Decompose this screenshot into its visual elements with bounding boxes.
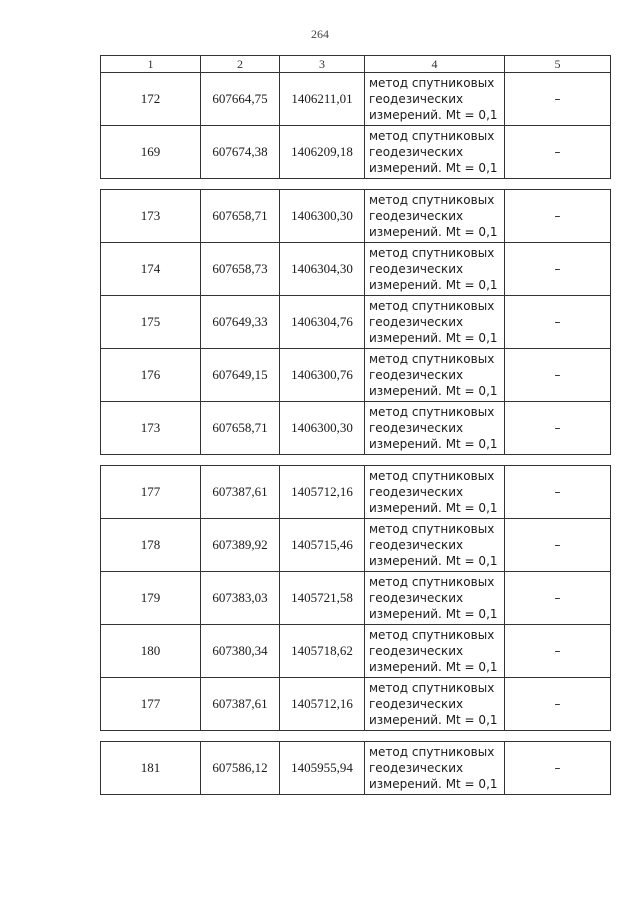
table-row bbox=[101, 349, 611, 402]
x-coordinate-cell: 607387,61 bbox=[201, 678, 280, 731]
table-row bbox=[101, 742, 611, 795]
x-coordinate-cell: 607649,15 bbox=[201, 349, 280, 402]
x-coordinate-cell: 607387,61 bbox=[201, 466, 280, 519]
page-number: 264 bbox=[311, 27, 329, 41]
point-number-cell: 179 bbox=[101, 572, 201, 625]
point-number-cell: 172 bbox=[101, 73, 201, 126]
table-row bbox=[101, 678, 611, 731]
note-cell: – bbox=[505, 296, 611, 349]
table-row bbox=[101, 126, 611, 179]
note-cell: – bbox=[505, 572, 611, 625]
group-separator bbox=[101, 179, 611, 190]
method-cell: метод спутниковых геодезических измерений. Mt = 0,1 bbox=[365, 466, 505, 519]
x-coordinate-cell: 607389,92 bbox=[201, 519, 280, 572]
y-coordinate-cell: 1406304,76 bbox=[280, 296, 365, 349]
y-coordinate-cell: 1405718,62 bbox=[280, 625, 365, 678]
note-cell: – bbox=[505, 519, 611, 572]
group-separator bbox=[101, 731, 611, 742]
note-cell: – bbox=[505, 402, 611, 455]
x-coordinate-cell: 607658,71 bbox=[201, 402, 280, 455]
table-header-row bbox=[101, 56, 611, 73]
point-number-cell: 169 bbox=[101, 126, 201, 179]
group-separator-cell bbox=[101, 179, 611, 190]
x-coordinate-cell: 607380,34 bbox=[201, 625, 280, 678]
y-coordinate-cell: 1405721,58 bbox=[280, 572, 365, 625]
y-coordinate-cell: 1406300,30 bbox=[280, 190, 365, 243]
note-cell: – bbox=[505, 625, 611, 678]
method-cell: метод спутниковых геодезических измерений. Mt = 0,1 bbox=[365, 742, 505, 795]
table-row bbox=[101, 466, 611, 519]
method-cell: метод спутниковых геодезических измерений. Mt = 0,1 bbox=[365, 190, 505, 243]
table-row bbox=[101, 243, 611, 296]
method-cell: метод спутниковых геодезических измерений. Mt = 0,1 bbox=[365, 402, 505, 455]
point-number-cell: 176 bbox=[101, 349, 201, 402]
method-cell: метод спутниковых геодезических измерений. Mt = 0,1 bbox=[365, 349, 505, 402]
y-coordinate-cell: 1406300,76 bbox=[280, 349, 365, 402]
note-cell: – bbox=[505, 678, 611, 731]
method-cell: метод спутниковых геодезических измерений. Mt = 0,1 bbox=[365, 572, 505, 625]
method-cell: метод спутниковых геодезических измерений. Mt = 0,1 bbox=[365, 678, 505, 731]
x-coordinate-cell: 607658,73 bbox=[201, 243, 280, 296]
y-coordinate-cell: 1405715,46 bbox=[280, 519, 365, 572]
method-cell: метод спутниковых геодезических измерений. Mt = 0,1 bbox=[365, 296, 505, 349]
y-coordinate-cell: 1406300,30 bbox=[280, 402, 365, 455]
point-number-cell: 173 bbox=[101, 190, 201, 243]
column-header-2: 2 bbox=[201, 56, 280, 73]
method-cell: метод спутниковых геодезических измерений. Mt = 0,1 bbox=[365, 73, 505, 126]
group-separator-cell bbox=[101, 455, 611, 466]
y-coordinate-cell: 1406211,01 bbox=[280, 73, 365, 126]
y-coordinate-cell: 1405712,16 bbox=[280, 466, 365, 519]
note-cell: – bbox=[505, 466, 611, 519]
y-coordinate-cell: 1405955,94 bbox=[280, 742, 365, 795]
column-header-4: 4 bbox=[365, 56, 505, 73]
note-cell: – bbox=[505, 243, 611, 296]
method-cell: метод спутниковых геодезических измерений. Mt = 0,1 bbox=[365, 126, 505, 179]
method-cell: метод спутниковых геодезических измерений. Mt = 0,1 bbox=[365, 243, 505, 296]
column-header-1: 1 bbox=[101, 56, 201, 73]
table-row bbox=[101, 190, 611, 243]
point-number-cell: 180 bbox=[101, 625, 201, 678]
y-coordinate-cell: 1405712,16 bbox=[280, 678, 365, 731]
x-coordinate-cell: 607649,33 bbox=[201, 296, 280, 349]
table-row bbox=[101, 296, 611, 349]
point-number-cell: 177 bbox=[101, 466, 201, 519]
point-number-cell: 178 bbox=[101, 519, 201, 572]
y-coordinate-cell: 1406304,30 bbox=[280, 243, 365, 296]
point-number-cell: 181 bbox=[101, 742, 201, 795]
table-row bbox=[101, 73, 611, 126]
point-number-cell: 177 bbox=[101, 678, 201, 731]
x-coordinate-cell: 607586,12 bbox=[201, 742, 280, 795]
note-cell: – bbox=[505, 190, 611, 243]
x-coordinate-cell: 607658,71 bbox=[201, 190, 280, 243]
table-row bbox=[101, 625, 611, 678]
note-cell: – bbox=[505, 73, 611, 126]
table-row bbox=[101, 519, 611, 572]
group-separator bbox=[101, 455, 611, 466]
coordinates-table bbox=[100, 55, 611, 795]
x-coordinate-cell: 607664,75 bbox=[201, 73, 280, 126]
y-coordinate-cell: 1406209,18 bbox=[280, 126, 365, 179]
table-row bbox=[101, 572, 611, 625]
point-number-cell: 174 bbox=[101, 243, 201, 296]
x-coordinate-cell: 607674,38 bbox=[201, 126, 280, 179]
note-cell: – bbox=[505, 742, 611, 795]
note-cell: – bbox=[505, 126, 611, 179]
group-separator-cell bbox=[101, 731, 611, 742]
column-header-5: 5 bbox=[505, 56, 611, 73]
column-header-3: 3 bbox=[280, 56, 365, 73]
point-number-cell: 173 bbox=[101, 402, 201, 455]
table-body bbox=[101, 56, 611, 795]
method-cell: метод спутниковых геодезических измерений. Mt = 0,1 bbox=[365, 519, 505, 572]
table-row bbox=[101, 402, 611, 455]
x-coordinate-cell: 607383,03 bbox=[201, 572, 280, 625]
note-cell: – bbox=[505, 349, 611, 402]
point-number-cell: 175 bbox=[101, 296, 201, 349]
method-cell: метод спутниковых геодезических измерений. Mt = 0,1 bbox=[365, 625, 505, 678]
